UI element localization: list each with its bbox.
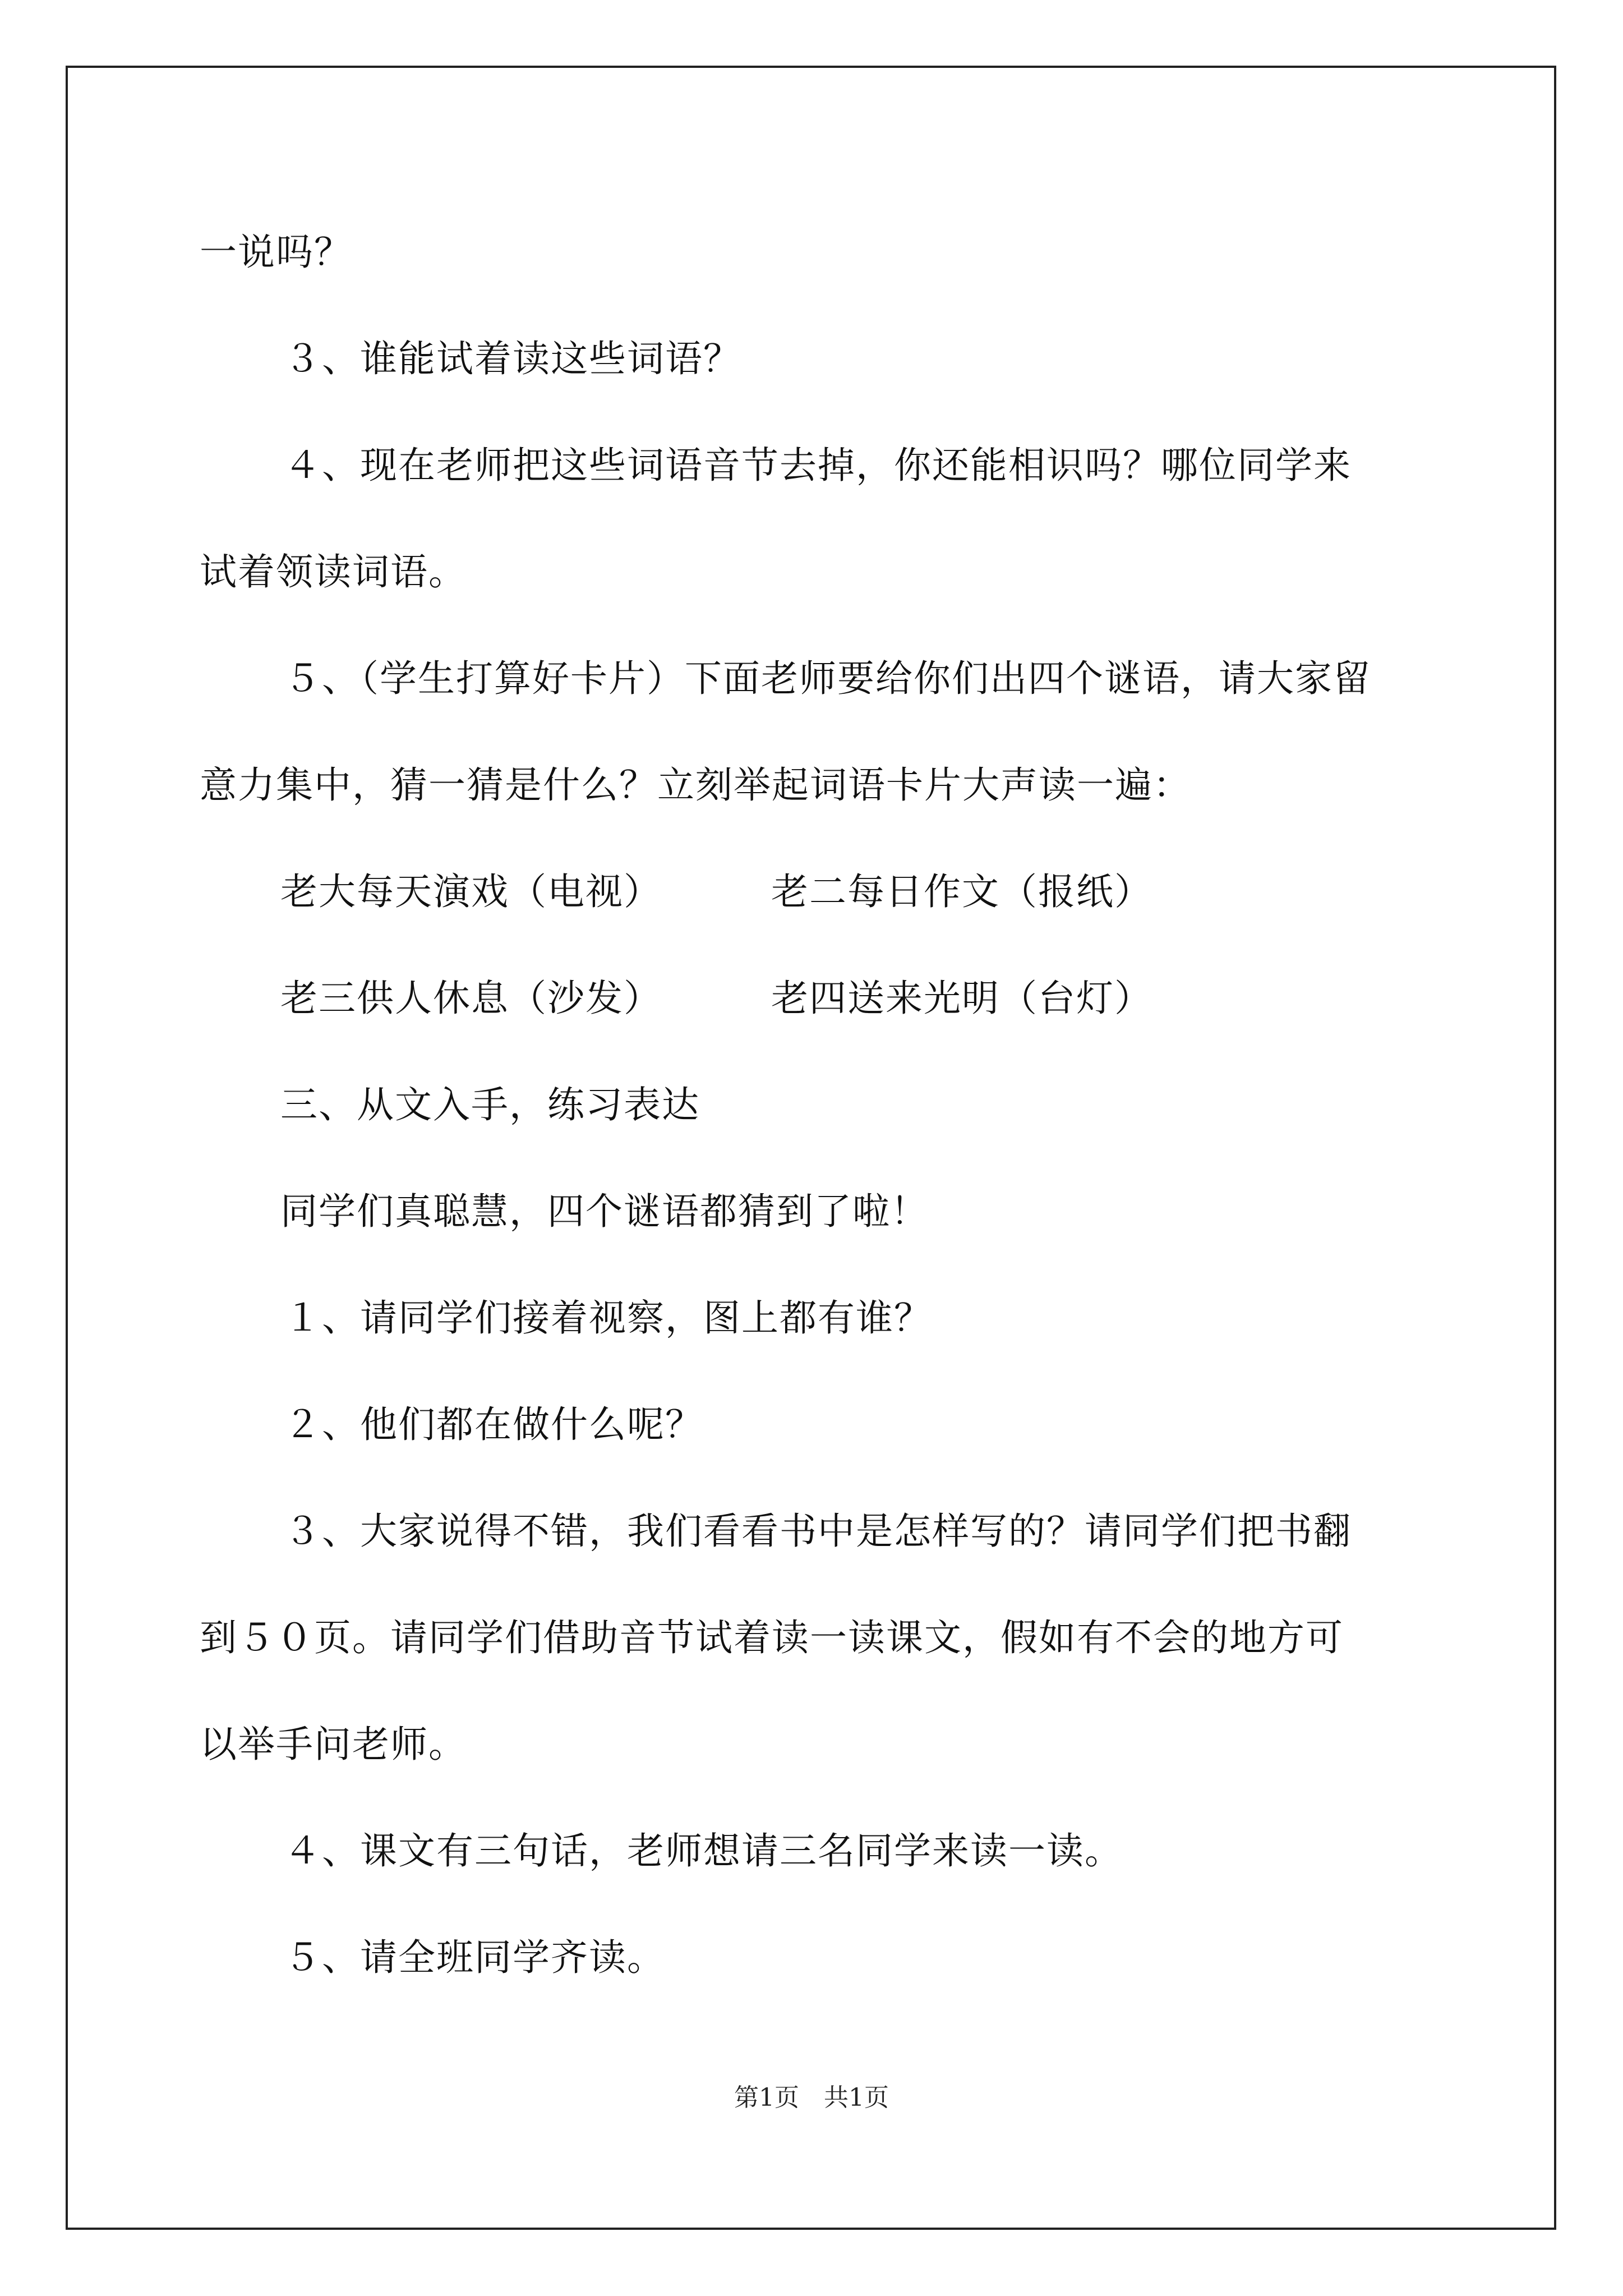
page-border xyxy=(66,66,1556,2230)
paragraph-line: ４、课文有三句话，老师想请三名同学来读一读。 xyxy=(284,1829,1123,1872)
paragraph-line: 一说吗？ xyxy=(200,231,352,274)
paragraph-line: ５、请全班同学齐读。 xyxy=(284,1936,665,1979)
paragraph-line: 到５０页。请同学们借助音节试着读一读课文，假如有不会的地方可 xyxy=(200,1616,1344,1659)
riddle-item: 老大每天演戏（电视） xyxy=(280,870,662,913)
paragraph-line: 意力集中，猜一猜是什么？立刻举起词语卡片大声读一遍： xyxy=(200,763,1191,807)
paragraph-line: ３、大家说得不错，我们看看书中是怎样写的？请同学们把书翻 xyxy=(284,1510,1352,1553)
paragraph-line: ２、他们都在做什么呢？ xyxy=(284,1403,703,1446)
paragraph-line: 试着领读词语。 xyxy=(200,550,467,593)
page-number: 第1页 共1页 xyxy=(734,2083,889,2112)
paragraph-line: １、请同学们接着视察，图上都有谁？ xyxy=(284,1296,932,1340)
section-heading: 三、从文入手，练习表达 xyxy=(280,1083,700,1126)
paragraph-line: ４、现在老师把这些词语音节去掉，你还能相识吗？哪位同学来 xyxy=(284,444,1352,487)
riddle-item: 老四送来光明（台灯） xyxy=(771,977,1152,1020)
paragraph-line: ５、（学生打算好卡片）下面老师要给你们出四个谜语，请大家留 xyxy=(284,657,1371,700)
riddle-item: 老二每日作文（报纸） xyxy=(771,870,1152,913)
paragraph-line: 以举手问老师。 xyxy=(200,1723,467,1766)
paragraph-line: 同学们真聪慧，四个谜语都猜到了啦！ xyxy=(280,1190,929,1233)
riddle-item: 老三供人休息（沙发） xyxy=(280,977,662,1020)
paragraph-line: ３、谁能试着读这些词语？ xyxy=(284,337,741,380)
